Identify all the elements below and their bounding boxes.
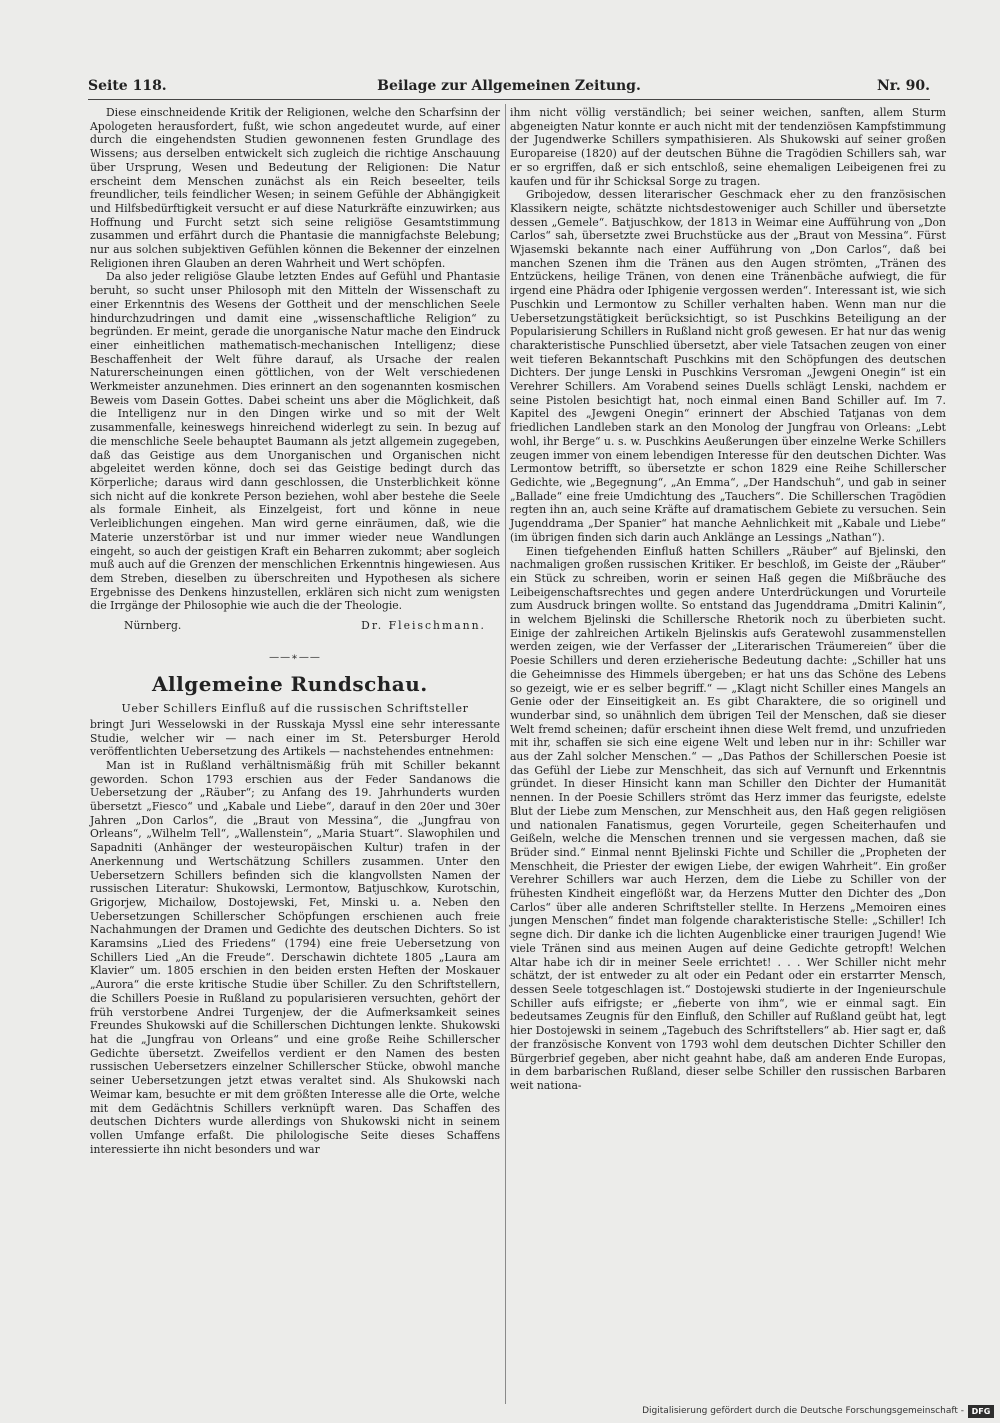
footer-text: Digitalisierung gefördert durch die Deutsche Forschungsgemeinschaft - [642, 1406, 964, 1416]
article-paragraph: ihm nicht völlig verständlich; bei seiner weichen, sanften, allem Sturm abgeneigten Natur konnte er auch nicht mit der tendenziösen Kampfstimmung der Jugendwerke Schillers sympathisieren. Als Shukowski auf seiner großen Europareise (1820) auf der deutschen Bühne die Tragödien Schillers sah, war er so ergriffen, daß er sich entschloß, seine ehemaligen Leibeigenen frei zu kaufen und für ihr Schicksal Sorge zu tragen. [510, 106, 946, 188]
page-header [88, 78, 930, 100]
article-paragraph: Da also jeder religiöse Glaube letzten Endes auf Gefühl und Phantasie beruht, so sucht unser Philosoph mit den Mitteln der Wissenschaft zu einer Erkenntnis des Wesens der Gottheit und der menschlichen Seele hindurchzudringen und damit eine „wissenschaftliche Religion“ zu begründen. Er meint, gerade die unorganische Natur mache den Eindruck einer einheitlichen mathematisch-mechanischen Intelligenz; diese Beschaffenheit der Welt führe darauf, als Ursache der realen Naturerscheinungen einen göttlichen, von der Welt verschiedenen Werkmeister anzunehmen. Dies erinnert an den sogenannten kosmischen Beweis vom Dasein Gottes. Dabei scheint uns aber die Möglichkeit, daß die Intelligenz nur in den Dingen wirke und so mit der Welt zusammenfalle, keineswegs hinreichend widerlegt zu sein. In bezug auf die menschliche Seele behauptet Baumann als jetzt allgemein zugegeben, daß das Geistige aus dem Unorganischen und Organischen nicht abgeleitet werden könne, doch sei das Geistige bedingt durch das Körperliche; daraus wird dann geschlossen, die Unsterblichkeit könne sich nicht auf die konkrete Person beziehen, wohl aber bestehe die Seele als formale Einheit, als Einzelgeist, fort und könne in neue Verleiblichungen eingehen. Man wird gerne einräumen, daß, wie die Materie unzerstörbar ist und nur immer wieder neue Wandlungen eingeht, so auch der geistigen Kraft ein Beharren zukommt; aber sogleich muß auch auf die Grenzen der menschlichen Erkenntnis hingewiesen. Aus dem Streben, dieselben zu überschreiten und Hypothesen als sichere Ergebnisse des Denkens hinzustellen, erklären sich nicht zum wenigsten die Irrgänge der Philosophie wie auch die der Theologie. [90, 270, 500, 613]
article-signature [90, 619, 500, 633]
digitization-footer [642, 1403, 994, 1419]
section-title: Allgemeine Rundschau. [152, 672, 428, 697]
dfg-logo: DFG [968, 1405, 994, 1418]
article-paragraph: Man ist in Rußland verhältnismäßig früh mit Schiller bekannt geworden. Schon 1793 erschien aus der Feder Sandanows die Uebersetzung der „Räuber“; zu Anfang des 19. Jahrhunderts wurden übersetzt „Fiesco“ und „Kabale und Liebe“, darauf in den 20er und 30er Jahren „Don Carlos“, die „Braut von Messina“, die „Jungfrau von Orleans“, „Wilhelm Tell“, „Wallenstein“, „Maria Stuart“. Slawophilen und Sapadniti (Anhänger der westeuropäischen Kultur) trafen in der Anerkennung und Wertschätzung Schillers zusammen. Unter den Uebersetzern Schillers befinden sich die klangvollsten Namen der russischen Literatur: Shukowski, Lermontow, Batjuschkow, Kurotschin, Grigorjew, Michailow, Dostojewski, Fet, Minski u. a. Neben den Uebersetzungen Schillerscher Schöpfungen erschienen auch freie Nachahmungen der Dramen und Gedichte des deutschen Dichters. So ist Karamsins „Lied des Friedens“ (1794) eine freie Uebersetzung von Schillers Lied „An die Freude“. Derschawin dichtete 1805 „Laura am Klavier“ um. 1805 erschien in den beiden ersten Heften der Moskauer „Aurora“ die erste kritische Studie über Schiller. Zu den Schriftstellern, die Schillers Poesie in Rußland zu popularisieren versuchten, gehört der früh verstorbene Andrei Turgenjew, der die Aufmerksamkeit seines Freundes Shukowski auf die Schillerschen Dichtungen lenkte. Shukowski hat die „Jungfrau von Orleans“ und eine große Reihe Schillerscher Gedichte übersetzt. Zweifellos verdient er den Namen des besten russischen Uebersetzers einzelner Schillerscher Stücke, obwohl manche seiner Uebersetzungen jetzt etwas veraltet sind. Als Shukowski nach Weimar kam, besuchte er mit dem größten Interesse alle die Orte, welche mit dem Gedächtnis Schillers verknüpft waren. Das Schaffen des deutschen Dichters wurde allerdings von Shukowski nicht in seinem vollen Umfange erfaßt. Die philologische Seite dieses Schaffens interessierte ihn nicht besonders und war [90, 758, 500, 1156]
article-paragraph: Gribojedow, dessen literarischer Geschmack eher zu den französischen Klassikern neigte, schätzte nichtsdestoweniger auch Schiller und übersetzte dessen „Gemele“. Batjuschkow, der 1813 in Weimar eine Aufführung von „Don Carlos“ sah, übersetzte zwei Bruchstücke aus der „Braut von Messina“. Fürst Wjasemski bekannte nach einer Aufführung von „Don Carlos“, daß bei manchen Szenen ihm die Tränen aus den Augen strömten, „Tränen des Entzückens, heilige Tränen, von denen eine Tränenbäche aufwiegt, die für irgend eine Phädra oder Iphigenie vergossen werden“. Interessant ist, wie sich Puschkin und Lermontow zu Schiller verhalten haben. Wenn man nur die Uebersetzungstätigkeit berücksichtigt, so ist Puschkins Beteiligung an der Popularisierung Schillers in Rußland nicht groß gewesen. Er hat nur das wenig charakteristische Punschlied übersetzt, aber viele Tatsachen zeugen von einer weit tieferen Bekanntschaft Puschkins mit den Schöpfungen des deutschen Dichters. Der junge Lenski in Puschkins Versroman „Jewgeni Onegin“ ist ein Verehrer Schillers. Am Vorabend seines Duells schlägt Lenski, nachdem er seine Pistolen besichtigt hat, noch einmal einen Band Schiller auf. Im 7. Kapitel des „Jewgeni Onegin“ erinnert der Abschied Tatjanas von dem friedlichen Landleben stark an den Monolog der Jungfrau von Orleans: „Lebt wohl, ihr Berge“ u. s. w. Puschkins Aeußerungen über einzelne Werke Schillers zeugen immer von einem lebendigen Interesse für den deutschen Dichter. Was Lermontow betrifft, so übersetzte er schon 1829 eine Reihe Schillerscher Gedichte, wie „Begegnung“, „An Emma“, „Der Handschuh“, und gab in seiner „Ballade“ eine freie Umdichtung des „Tauchers“. Die Schillerschen Tragödien regten ihn an, auch seine Kräfte auf dramatischem Gebiete zu versuchen. Sein Jugenddrama „Der Spanier“ hat manche Aehnlichkeit mit „Kabale und Liebe“ (im übrigen finden sich darin auch Anklänge an Lessings „Nathan“). [510, 188, 946, 544]
issue-number: Nr. 90. [877, 78, 930, 94]
signature-author: Dr. Fleischmann. [361, 619, 486, 633]
right-column [510, 106, 946, 1093]
section-subheading: Ueber Schillers Einfluß auf die russischen Schriftsteller [121, 702, 469, 716]
section-ornament: ——∗—— [269, 651, 321, 663]
page-number: Seite 118. [88, 78, 167, 94]
signature-place: Nürnberg. [124, 619, 182, 633]
header-rule [88, 99, 930, 100]
column-divider [505, 104, 506, 1404]
article-paragraph: Diese einschneidende Kritik der Religionen, welche den Scharfsinn der Apologeten herausfordert, fußt, wie schon angedeutet wurde, auf einer durch die eingehendsten Studien gewonnenen festen Grundlage des Wissens; aus derselben entwickelt sich zugleich die richtige Anschauung über Ursprung, Wesen und Bedeutung der Religionen: Die Natur erscheint dem Menschen zunächst als ein Reich beseelter, teils freundlicher, teils feindlicher Wesen; in seinem Gefühle der Abhängigkeit und Hilfsbedürftigkeit versucht er auf diese Naturkräfte einzuwirken; aus Hoffnung und Furcht setzt sich seine religiöse Gesamtstimmung zusammen und erfährt durch die Phantasie die mannigfachste Belebung; nur aus solchen subjektiven Gefühlen können die Bekenner der einzelnen Religionen ihren Glauben an deren Wahrheit und Wert schöpfen. [90, 106, 500, 270]
article-paragraph: bringt Juri Wesselowski in der Russkaja Myssl eine sehr interessante Studie, welcher wir — nach einer im St. Petersburger Herold veröffentlichten Uebersetzung des Artikels — nachstehendes entnehmen: [90, 717, 500, 759]
left-column [90, 106, 500, 1156]
publication-title: Beilage zur Allgemeinen Zeitung. [377, 78, 641, 94]
article-paragraph: Einen tiefgehenden Einfluß hatten Schillers „Räuber“ auf Bjelinski, den nachmaligen großen russischen Kritiker. Er beschloß, im Geiste der „Räuber“ ein Stück zu schreiben, worin er seinen Haß gegen die Mißbräuche des Leibeigenschaftsrechtes und gegen andere Unterdrückungen und Vorurteile zum Ausdruck bringen wollte. So entstand das Jugenddrama „Dmitri Kalinin“, in welchem Bjelinski die Schillersche Rhetorik noch zu überbieten sucht. Einige der zahlreichen Artikeln Bjelinskis aufs Geratewohl zusammenstellen werden zeigen, wie der Verfasser der „Literarischen Träumereien“ über die Poesie Schillers und deren erzieherische Bedeutung dachte: „Schiller hat uns die Geheimnisse des Himmels übergeben; er hat uns das Schöne des Lebens so gezeigt, wie er es selber begriff.“ — „Klagt nicht Schiller eines Mangels an Genie oder der Einseitigkeit an. Es gibt Charaktere, die so originell und wunderbar sind, so unähnlich dem übrigen Teil der Menschen, daß sie dieser Welt fremd scheinen; dafür erscheint ihnen diese Welt fremd, und unzufrieden mit ihr, schaffen sie sich eine eigene Welt und leben nur in ihr: Schiller war aus der Zahl solcher Menschen.“ — „Das Pathos der Schillerschen Poesie ist das Gefühl der Liebe zur Menschheit, das sich auf Vernunft und Erkenntnis gründet. In dieser Hinsicht kann man Schiller den Dichter der Humanität nennen. In der Poesie Schillers strömt das Herz immer das feurigste, edelste Blut der Liebe zum Menschen, zur Menschheit aus, den Haß gegen religiösen und nationalen Fanatismus, gegen Vorurteile, gegen Scheiterhaufen und Geißeln, welche die Menschen trennen und sie vergessen machen, daß sie Brüder sind.“ Einmal nennt Bjelinski Fichte und Schiller die „Propheten der Menschheit, die Priester der ewigen Liebe, der ewigen Wahrheit“. Ein großer Verehrer Schillers war auch Herzen, dem die Liebe zu Schiller von der frühesten Kindheit eingeflößt war, da Herzens Mutter den Dichter des „Don Carlos“ über alle anderen Schriftsteller stellte. In Herzens „Memoiren eines jungen Menschen“ findet man folgende charakteristische Stelle: „Schiller! Ich segne dich. Dir danke ich die lichten Augenblicke einer traurigen Jugend! Wie viele Tränen sind aus meinen Augen auf deine Gedichte getropft! Welchen Altar habe ich dir in meiner Seele errichtet! . . . Wer Schiller nicht mehr schätzt, der ist entweder zu alt oder ein Pedant oder ein erstarrter Mensch, dessen Seele totgeschlagen ist.“ Dostojewski studierte in der Ingenieurschule Schiller aufs eifrigste; er „fieberte von ihm“, wie er einmal sagt. Ein bedeutsames Zeugnis für den Einfluß, den Schiller auf Rußland geübt hat, legt hier Dostojewski in seinem „Tagebuch des Schriftstellers“ ab. Hier sagt er, daß der französische Konvent von 1793 wohl dem deutschen Dichter Schiller den Bürgerbrief gegeben, aber nicht geahnt habe, daß am anderen Ende Europas, in dem barbarischen Rußland, dieser selbe Schiller den russischen Barbaren weit nationa- [510, 544, 946, 1092]
